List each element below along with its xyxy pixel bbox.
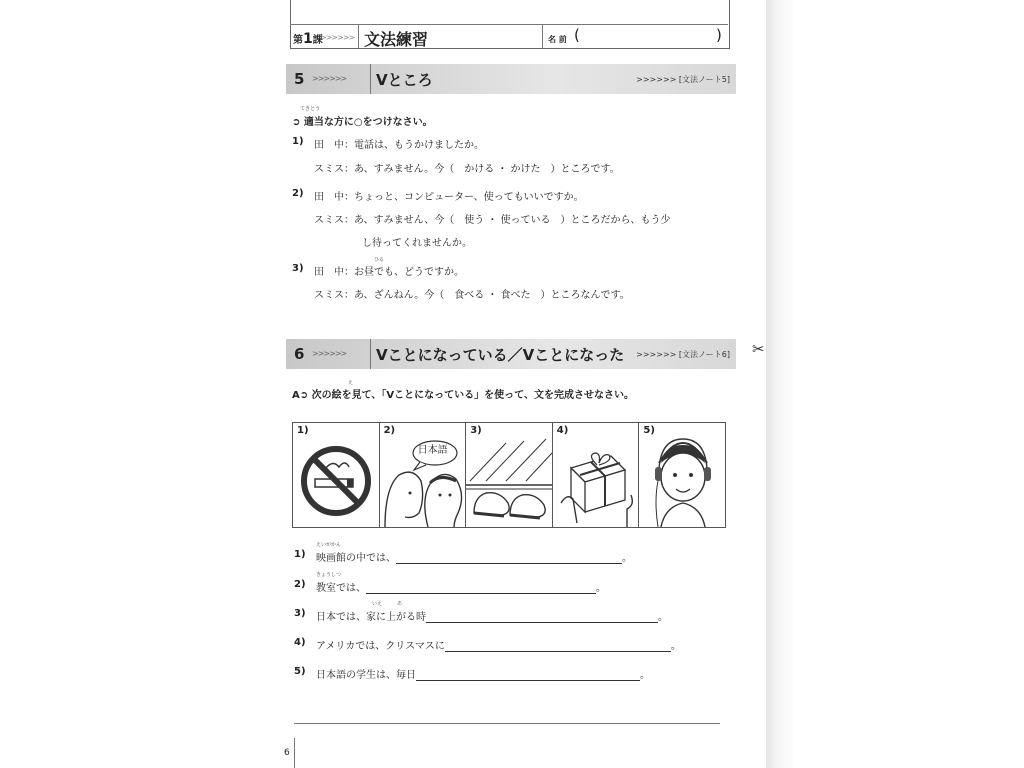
section-arrows: >>>>>> xyxy=(312,349,347,358)
picture-two-people-talking: 2) 日本語 xyxy=(380,423,467,527)
name-label: 名 前 xyxy=(548,35,567,44)
question-number: 5) xyxy=(294,666,306,677)
section-5-header xyxy=(286,64,736,94)
answer-blank[interactable] xyxy=(396,552,622,564)
instruction: ➲ 適当な方に○をつけなさい。 xyxy=(292,117,433,128)
shoes-icon xyxy=(466,423,552,527)
section-6-header xyxy=(286,339,736,369)
question-number: 2) xyxy=(294,579,306,590)
no-smoking-icon xyxy=(293,423,379,527)
picture-gift-box: 4) xyxy=(553,423,640,527)
header-arrows: >>>>>> xyxy=(320,33,355,42)
scissors-icon: ✂ xyxy=(752,340,765,358)
section-arrows: >>>>>> xyxy=(312,74,347,83)
lesson-number: 第1課 xyxy=(293,31,323,47)
dialogue-line[interactable]: スミス：あ、すみません。今（ かける ・ かけた ）ところです。 xyxy=(314,164,620,175)
page-number: 6 xyxy=(284,748,290,758)
name-field-close: ) xyxy=(716,26,722,44)
speech-bubble-text: 日本語 xyxy=(417,445,448,456)
furigana: えいがかん xyxy=(316,542,342,548)
picture-no-smoking: 1) xyxy=(293,423,380,527)
answer-blank[interactable] xyxy=(416,669,640,681)
header-separator xyxy=(542,24,543,48)
answer-blank[interactable] xyxy=(445,640,671,652)
sentence-text: 日本では、家に上がる時 。 xyxy=(316,612,668,623)
header-divider xyxy=(290,24,728,25)
headphones-student-icon xyxy=(639,423,725,527)
answer-blank[interactable] xyxy=(426,611,658,623)
people-talking-icon xyxy=(380,423,466,527)
page-edge-shadow xyxy=(766,0,1024,768)
question-number: 3) xyxy=(294,608,306,619)
section-title: Vところ xyxy=(376,71,433,89)
section-number: 6 xyxy=(294,345,305,363)
dialogue-line: 田 中：お昼でも、どうですか。 xyxy=(314,267,464,278)
sentence-text: アメリカでは、クリスマスに 。 xyxy=(316,641,681,652)
instruction: A➲ 次の絵を見て、「Vことになっている」を使って、文を完成させなさい。 xyxy=(292,390,634,401)
gift-icon xyxy=(553,423,639,527)
grammar-note-ref: >>>>>> [文法ノート5] xyxy=(636,75,730,84)
question-number: 3) xyxy=(292,263,304,274)
grammar-note-ref: >>>>>> [文法ノート6] xyxy=(636,350,730,359)
question-number: 4) xyxy=(294,637,306,648)
worksheet-page xyxy=(280,0,750,768)
sentence-text: 映画館の中では、 。 xyxy=(316,553,632,564)
picture-student-headphones: 5) xyxy=(639,423,725,527)
question-number: 2) xyxy=(292,188,304,199)
name-field-open[interactable]: ( xyxy=(574,26,580,44)
page-title: 文法練習 xyxy=(364,30,429,49)
footer-separator xyxy=(294,738,295,768)
question-number: 1) xyxy=(292,136,304,147)
picture-shoes-entrance: 3) xyxy=(466,423,553,527)
furigana: きょうしつ xyxy=(316,572,342,578)
sentence-text: 日本語の学生は、毎日 。 xyxy=(316,670,650,681)
furigana: ひる xyxy=(374,257,385,263)
furigana: てきとう xyxy=(300,106,321,112)
section-number: 5 xyxy=(294,70,305,88)
dialogue-line[interactable]: スミス：あ、すみません、今（ 使う ・ 使っている ）ところだから、もう少 xyxy=(314,215,671,226)
dialogue-line[interactable]: スミス：あ、ざんねん。今（ 食べる ・ 食べた ）ところなんです。 xyxy=(314,290,630,301)
answer-blank[interactable] xyxy=(366,582,596,594)
furigana: いえ あ xyxy=(372,601,403,607)
dialogue-line: 田 中：ちょっと、コンピューター、使ってもいいですか。 xyxy=(314,192,584,203)
dialogue-line: し待ってくれませんか。 xyxy=(362,238,472,249)
question-number: 1) xyxy=(294,549,306,560)
furigana: え xyxy=(348,380,354,386)
section-title: Vことになっている／Vことになった xyxy=(376,346,625,364)
header-separator xyxy=(358,24,359,48)
dialogue-line: 田 中：電話は、もうかけましたか。 xyxy=(314,140,484,151)
footer-rule xyxy=(294,723,720,724)
picture-strip xyxy=(292,422,726,528)
sentence-text: 教室では、 。 xyxy=(316,583,606,594)
